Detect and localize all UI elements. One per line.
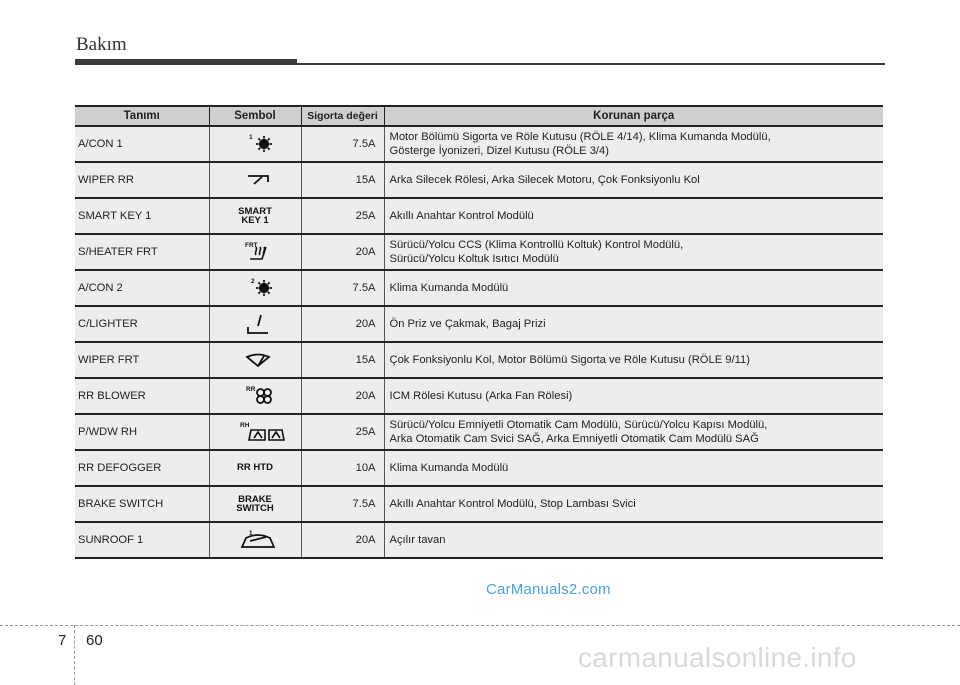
protected-part-line: Klima Kumanda Modülü	[389, 462, 509, 474]
header-rule-thin	[297, 63, 885, 65]
watermark-link[interactable]: CarManuals2.com	[486, 581, 611, 598]
symbol-superscript: 1	[249, 134, 253, 141]
protected-part-line: Klima Kumanda Modülü	[389, 282, 509, 294]
sunroof-1-icon	[220, 527, 290, 553]
fuse-rating: 20A	[301, 378, 384, 414]
ac-fan-1-icon	[220, 131, 290, 157]
protected-parts	[384, 450, 883, 486]
protected-parts	[384, 198, 883, 234]
fuse-rating: 20A	[301, 234, 384, 270]
front-wiper-icon	[220, 347, 290, 373]
protected-parts	[384, 306, 883, 342]
fuse-symbol	[209, 486, 301, 522]
fuse-rating: 7.5A	[301, 486, 384, 522]
fuse-rating: 15A	[301, 342, 384, 378]
header-symbol: Sembol	[209, 106, 301, 126]
symbol-label-line: KEY 1	[241, 215, 269, 226]
smart-key-label	[220, 203, 290, 229]
protected-parts	[384, 270, 883, 306]
table-row	[75, 342, 883, 378]
protected-parts	[384, 162, 883, 198]
protected-part-line: Sürücü/Yolcu CCS (Klima Kontrollü Koltuk) Kontrol Modülü,	[389, 239, 684, 251]
protected-parts	[384, 342, 883, 378]
header-rule-thick	[75, 59, 297, 65]
symbol-superscript: RH	[240, 422, 250, 429]
section-title: Bakım	[76, 34, 127, 55]
fuse-symbol	[209, 522, 301, 558]
fuse-symbol	[209, 450, 301, 486]
fuse-description: SUNROOF 1	[75, 522, 209, 558]
protected-parts	[384, 414, 883, 450]
header-protected: Korunan parça	[384, 106, 883, 126]
protected-parts	[384, 126, 883, 162]
protected-part-line: Arka Silecek Rölesi, Arka Silecek Motoru, Çok Fonksiyonlu Kol	[389, 174, 700, 186]
protected-parts	[384, 234, 883, 270]
cigar-lighter-icon	[220, 311, 290, 337]
protected-part-line: Çok Fonksiyonlu Kol, Motor Bölümü Sigorta ve Röle Kutusu (RÖLE 9/11)	[389, 354, 750, 366]
symbol-superscript: RR	[246, 386, 256, 393]
symbol-label	[220, 455, 290, 481]
protected-part-line: Motor Bölümü Sigorta ve Röle Kutusu (RÖLE 4/14), Klima Kumanda Modülü,	[389, 131, 771, 143]
fuse-description: BRAKE SWITCH	[75, 486, 209, 522]
table-row	[75, 126, 883, 162]
symbol-superscript: 2	[251, 278, 255, 285]
fuse-symbol	[209, 306, 301, 342]
fuse-symbol	[209, 378, 301, 414]
fuse-symbol	[209, 342, 301, 378]
rear-wiper-icon	[220, 167, 290, 193]
site-watermark: carmanualsonline.info	[578, 642, 857, 673]
fuse-table	[75, 105, 883, 559]
fuse-description: RR BLOWER	[75, 378, 209, 414]
table-row	[75, 522, 883, 558]
fuse-symbol	[209, 270, 301, 306]
page-number: 60	[86, 632, 103, 649]
fuse-rating: 15A	[301, 162, 384, 198]
fuse-rating: 20A	[301, 522, 384, 558]
fuse-symbol	[209, 234, 301, 270]
fuse-description: P/WDW RH	[75, 414, 209, 450]
ac-fan-2-icon	[220, 275, 290, 301]
fuse-rating: 20A	[301, 306, 384, 342]
protected-parts	[384, 522, 883, 558]
fuse-rating: 10A	[301, 450, 384, 486]
fuse-description: C/LIGHTER	[75, 306, 209, 342]
power-window-rh-icon	[220, 419, 290, 445]
footer-divider	[0, 625, 960, 626]
table-row	[75, 414, 883, 450]
rear-defogger-label	[220, 455, 290, 481]
protected-part-line: ICM Rölesi Kutusu (Arka Fan Rölesi)	[389, 390, 573, 402]
fuse-symbol	[209, 162, 301, 198]
fuse-description: WIPER RR	[75, 162, 209, 198]
fuse-description: WIPER FRT	[75, 342, 209, 378]
table-row	[75, 270, 883, 306]
fuse-description: SMART KEY 1	[75, 198, 209, 234]
symbol-superscript: 1	[249, 530, 253, 537]
fuse-description: S/HEATER FRT	[75, 234, 209, 270]
table-row	[75, 306, 883, 342]
fuse-description: A/CON 2	[75, 270, 209, 306]
protected-part-line: Gösterge İyonizeri, Dizel Kutusu (RÖLE 3/4)	[389, 145, 609, 157]
protected-part-line: Açılır tavan	[389, 534, 446, 546]
fuse-rating: 7.5A	[301, 270, 384, 306]
fuse-symbol	[209, 198, 301, 234]
symbol-label	[220, 203, 290, 229]
table-row	[75, 234, 883, 270]
fuse-rating: 25A	[301, 198, 384, 234]
seat-heater-front-icon	[220, 239, 290, 265]
fuse-description: A/CON 1	[75, 126, 209, 162]
protected-part-line: Sürücü/Yolcu Emniyetli Otomatik Cam Modülü, Sürücü/Yolcu Kapısı Modülü,	[389, 419, 768, 431]
header-rating: Sigorta değeri	[301, 106, 384, 126]
symbol-label-line: RR HTD	[237, 462, 273, 474]
symbol-label	[220, 491, 290, 517]
table-row	[75, 378, 883, 414]
table-row	[75, 486, 883, 522]
protected-part-line: Sürücü/Yolcu Koltuk Isıtıcı Modülü	[389, 253, 559, 265]
protected-part-line: Ön Priz ve Çakmak, Bagaj Prizi	[389, 318, 546, 330]
protected-part-line: Akıllı Anahtar Kontrol Modülü, Stop Lambası Svici	[389, 498, 636, 510]
fuse-symbol	[209, 414, 301, 450]
fuse-rating: 25A	[301, 414, 384, 450]
table-row	[75, 198, 883, 234]
fuse-description: RR DEFOGGER	[75, 450, 209, 486]
fuse-rating: 7.5A	[301, 126, 384, 162]
brake-switch-label	[220, 491, 290, 517]
table-row	[75, 450, 883, 486]
protected-parts	[384, 378, 883, 414]
rear-blower-icon	[220, 383, 290, 409]
symbol-superscript: FRT	[245, 242, 258, 249]
protected-part-line: Arka Otomatik Cam Svici SAĞ, Arka Emniyetli Otomatik Cam Modülü SAĞ	[389, 433, 759, 445]
protected-parts	[384, 486, 883, 522]
table-header-row	[75, 106, 883, 126]
protected-part-line: Akıllı Anahtar Kontrol Modülü	[389, 210, 534, 222]
chapter-number: 7	[58, 632, 67, 649]
fuse-symbol	[209, 126, 301, 162]
header-description: Tanımı	[75, 106, 209, 126]
footer-vertical-divider	[74, 625, 75, 685]
symbol-label-line: SMART	[238, 205, 272, 217]
table-row	[75, 162, 883, 198]
symbol-label-line: BRAKE	[238, 493, 272, 505]
symbol-label-line: SWITCH	[236, 503, 274, 514]
